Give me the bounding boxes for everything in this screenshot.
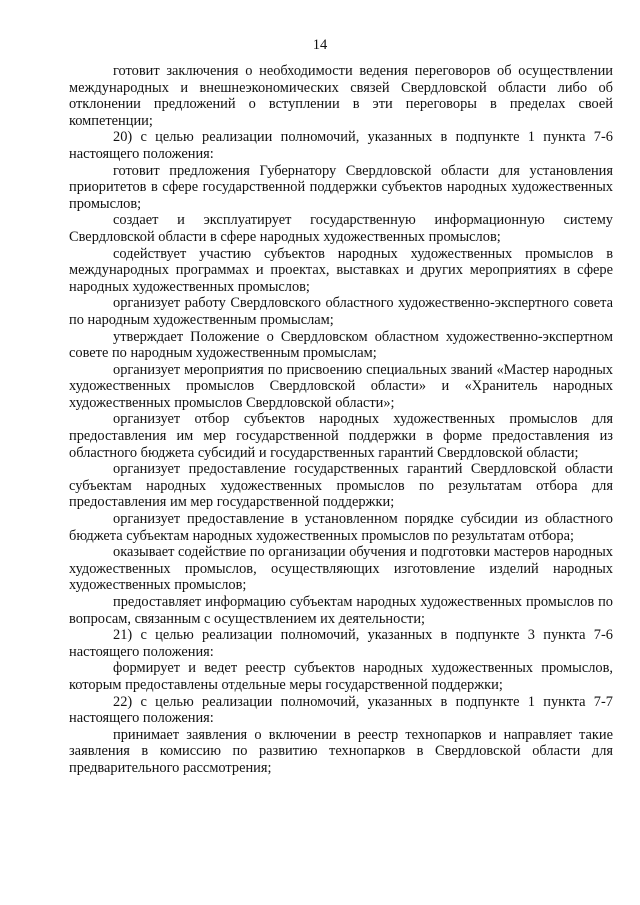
paragraph-training: оказывает содействие по организации обучения и подготовки мастеров народных художественных промыслов, осуществляющих изготовление изделий народных художественных промыслов; <box>69 544 613 594</box>
paragraph-information-system: создает и эксплуатирует государственную информационную систему Свердловской области в сфере народных художественных промыслов; <box>69 212 613 245</box>
paragraph-council-regulation: утверждает Положение о Свердловском областном художественно-экспертном совете по народным художественным промыслам; <box>69 328 613 362</box>
paragraph-state-guarantees: организует предоставление государственных гарантий Свердловской области субъектам народных художественных промыслов по результатам отбора для предоставления им мер государственной поддержки; <box>69 461 613 511</box>
paragraph-international-programs: содействует участию субъектов народных художественных промыслов в международных программах и проектах, выставках и других мероприятиях в сфере народных художественных промыслов; <box>69 245 613 295</box>
paragraph-item-21: 21) с целью реализации полномочий, указанных в подпункте 3 пункта 7-6 настоящего положения: <box>69 627 613 660</box>
paragraph-expert-council-work: организует работу Свердловского областного художественно-экспертного совета по народным художественным промыслам; <box>69 295 613 328</box>
page-number: 14 <box>312 37 328 53</box>
document-body <box>69 63 613 777</box>
paragraph-selection: организует отбор субъектов народных художественных промыслов для предоставления им мер государственной поддержки в форме предоставления из областного бюджета субсидий и государственных гарантий Свердловской области; <box>69 411 613 461</box>
paragraph-item-22: 22) с целью реализации полномочий, указанных в подпункте 1 пункта 7-7 настоящего положения: <box>69 693 613 727</box>
paragraph-subsidies: организует предоставление в установленном порядке субсидии из областного бюджета субъектам народных художественных промыслов по результатам отбора; <box>69 511 613 544</box>
paragraph-governor-proposals: готовит предложения Губернатору Свердловской области для установления приоритетов в сфере государственной поддержки субъектов народных художественных промыслов; <box>69 162 613 212</box>
paragraph-prepare-conclusions: готовит заключения о необходимости ведения переговоров об осуществлении международных и внешнеэкономических связей Свердловской области либо об отклонении предложений о вступлении в эти переговоры в пределах своей компетенции; <box>69 63 613 129</box>
paragraph-item-20: 20) с целью реализации полномочий, указанных в подпункте 1 пункта 7-6 настоящего положения: <box>69 129 613 162</box>
paragraph-special-titles: организует мероприятия по присвоению специальных званий «Мастер народных художественных промыслов Свердловской области» и «Хранитель народных художественных промыслов Свердловской области»; <box>69 361 613 411</box>
paragraph-information-provision: предоставляет информацию субъектам народных художественных промыслов по вопросам, связанным с осуществлением их деятельности; <box>69 594 613 627</box>
paragraph-technopark-applications: принимает заявления о включении в реестр технопарков и направляет такие заявления в комиссию по развитию технопарков в Свердловской области для предварительного рассмотрения; <box>69 726 613 776</box>
paragraph-registry: формирует и ведет реестр субъектов народных художественных промыслов, которым предоставлены отдельные меры государственной поддержки; <box>69 660 613 693</box>
